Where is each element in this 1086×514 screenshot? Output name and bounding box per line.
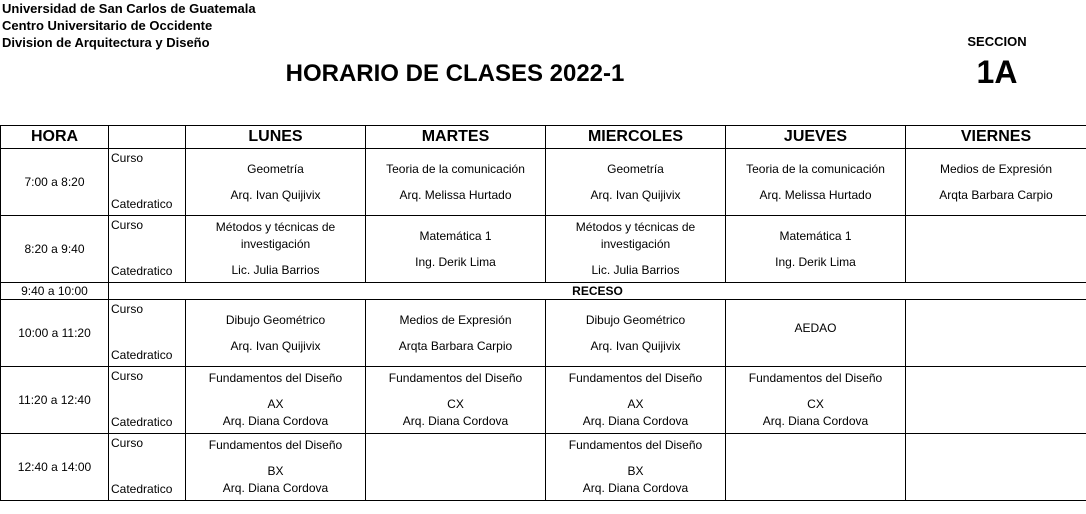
- row-labels: [109, 216, 186, 283]
- course-name: Geometría: [607, 161, 664, 176]
- class-cell: [906, 216, 1086, 283]
- catedratico-label: Catedratico: [111, 415, 173, 429]
- instructor-or-group: Lic. Julia Barrios: [591, 263, 680, 277]
- day-header: MARTES: [366, 126, 546, 149]
- time-cell: 11:20 a 12:40: [1, 367, 109, 434]
- instructor-or-group: Lic. Julia Barrios: [231, 263, 320, 277]
- recess-time: 9:40 a 10:00: [1, 283, 109, 300]
- course-name: Medios de Expresión: [399, 312, 512, 327]
- instructor-or-group: Arqta Barbara Carpio: [398, 338, 513, 353]
- schedule-table: [0, 125, 1086, 501]
- curso-label: Curso: [111, 369, 144, 383]
- time-cell: 12:40 a 14:00: [1, 434, 109, 501]
- catedratico-label: Catedratico: [111, 482, 173, 496]
- schedule-row: [1, 149, 1086, 216]
- instructor-or-group: BX: [627, 464, 644, 478]
- course-name: Métodos y técnicas de: [215, 220, 336, 234]
- class-cell: [726, 149, 906, 216]
- section-value: 1A: [976, 54, 1018, 90]
- course-name: Geometría: [247, 161, 304, 176]
- row-labels: [109, 367, 186, 434]
- instructor-name: Arq. Diana Cordova: [402, 414, 509, 428]
- catedratico-label: Catedratico: [111, 264, 173, 278]
- section-label: SECCION: [967, 34, 1027, 49]
- curso-label: Curso: [111, 436, 144, 450]
- center-name: Centro Universitario de Occidente: [2, 18, 213, 33]
- schedule-row: [1, 300, 1086, 367]
- header-row: [1, 126, 1086, 149]
- instructor-or-group: CX: [807, 397, 824, 411]
- class-cell: [726, 367, 906, 434]
- curso-label: Curso: [111, 302, 144, 316]
- course-name: Matemática 1: [419, 228, 492, 243]
- instructor-or-group: AX: [267, 397, 284, 411]
- course-name-cont: investigación: [600, 237, 671, 251]
- class-cell: [366, 149, 546, 216]
- class-cell: [906, 149, 1086, 216]
- page-title: HORARIO DE CLASES 2022-1: [285, 60, 625, 87]
- class-cell: [726, 216, 906, 283]
- class-cell: [906, 367, 1086, 434]
- course-name: Fundamentos del Diseño: [208, 438, 343, 452]
- day-header: VIERNES: [906, 126, 1086, 149]
- class-cell: [726, 434, 906, 501]
- class-cell: [186, 149, 366, 216]
- course-name: Teoria de la comunicación: [746, 161, 885, 176]
- schedule-row: [1, 367, 1086, 434]
- course-name: Fundamentos del Diseño: [748, 371, 883, 385]
- class-cell: [546, 149, 726, 216]
- curso-label: Curso: [111, 218, 144, 232]
- day-header: LUNES: [186, 126, 366, 149]
- class-cell: [546, 216, 726, 283]
- schedule-row: [1, 216, 1086, 283]
- instructor-or-group: Arq. Ivan Quijivix: [230, 187, 321, 202]
- class-cell: [546, 434, 726, 501]
- class-cell: [726, 300, 906, 367]
- course-name: Fundamentos del Diseño: [568, 438, 703, 452]
- instructor-or-group: Arq. Ivan Quijivix: [230, 338, 321, 353]
- hora-header: HORA: [1, 126, 109, 149]
- class-cell: [186, 216, 366, 283]
- row-labels: [109, 149, 186, 216]
- class-cell: [366, 216, 546, 283]
- instructor-or-group: Ing. Derik Lima: [415, 254, 496, 269]
- time-cell: 7:00 a 8:20: [1, 149, 109, 216]
- row-labels: [109, 434, 186, 501]
- instructor-or-group: Arq. Melissa Hurtado: [759, 187, 872, 202]
- instructor-or-group: Arq. Ivan Quijivix: [590, 338, 681, 353]
- instructor-or-group: Arq. Ivan Quijivix: [590, 187, 681, 202]
- class-cell: [186, 300, 366, 367]
- instructor-or-group: Arq. Melissa Hurtado: [399, 187, 512, 202]
- catedratico-label: Catedratico: [111, 197, 173, 211]
- class-cell: [366, 300, 546, 367]
- institution-header: [2, 0, 256, 51]
- course-name: Medios de Expresión: [939, 161, 1053, 176]
- recess-label: RECESO: [109, 283, 1086, 300]
- course-name: Métodos y técnicas de: [575, 220, 696, 234]
- instructor-name: Arq. Diana Cordova: [222, 414, 329, 428]
- class-cell: [906, 434, 1086, 501]
- course-name: Fundamentos del Diseño: [568, 371, 703, 385]
- class-cell: [366, 367, 546, 434]
- instructor-name: Arq. Diana Cordova: [222, 481, 329, 495]
- division-name: Division de Arquitectura y Diseño: [2, 35, 210, 50]
- course-name: Dibujo Geométrico: [585, 312, 686, 327]
- course-name: Fundamentos del Diseño: [388, 371, 523, 385]
- university-name: Universidad de San Carlos de Guatemala: [2, 1, 256, 16]
- instructor-or-group: CX: [447, 397, 464, 411]
- instructor-name: Arq. Diana Cordova: [762, 414, 869, 428]
- catedratico-label: Catedratico: [111, 348, 173, 362]
- instructor-or-group: Arqta Barbara Carpio: [939, 187, 1053, 202]
- class-cell: [906, 300, 1086, 367]
- day-header: JUEVES: [726, 126, 906, 149]
- course-name: Dibujo Geométrico: [225, 312, 326, 327]
- course-name: Teoria de la comunicación: [386, 161, 525, 176]
- time-cell: 10:00 a 11:20: [1, 300, 109, 367]
- instructor-or-group: BX: [267, 464, 284, 478]
- recess-row: [1, 283, 1086, 300]
- row-labels: [109, 300, 186, 367]
- instructor-name: Arq. Diana Cordova: [582, 481, 689, 495]
- course-name-cont: AEDAO: [794, 321, 837, 335]
- schedule-row: [1, 434, 1086, 501]
- day-header: MIERCOLES: [546, 126, 726, 149]
- course-name: Fundamentos del Diseño: [208, 371, 343, 385]
- time-cell: 8:20 a 9:40: [1, 216, 109, 283]
- course-name-cont: investigación: [240, 237, 311, 251]
- course-name: Matemática 1: [779, 228, 852, 243]
- instructor-name: Arq. Diana Cordova: [582, 414, 689, 428]
- instructor-or-group: Ing. Derik Lima: [775, 254, 856, 269]
- class-cell: [186, 367, 366, 434]
- curso-label: Curso: [111, 151, 144, 165]
- class-cell: [186, 434, 366, 501]
- class-cell: [366, 434, 546, 501]
- class-cell: [546, 300, 726, 367]
- label-header: [109, 126, 186, 149]
- class-cell: [546, 367, 726, 434]
- instructor-or-group: AX: [627, 397, 644, 411]
